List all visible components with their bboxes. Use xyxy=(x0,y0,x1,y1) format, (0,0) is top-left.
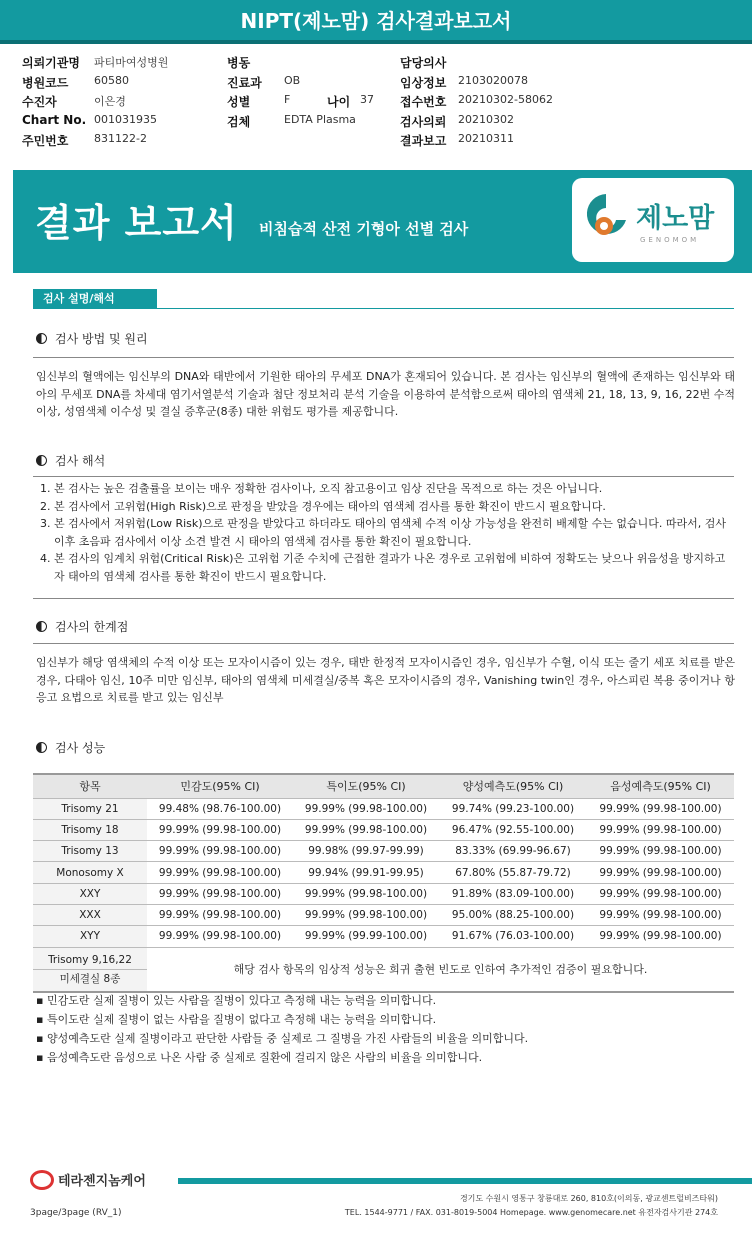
divider xyxy=(33,357,734,358)
limits-text: 임신부가 해당 염색체의 수적 이상 또는 모자이시즘이 있는 경우, 태반 한정적 모자이시즘인 경우, 임신부가 수혈, 이식 또는 줄기 세포 치료를 받은 경우, 다태아 임신, 10주 미만 임신부, 태아의 염색체 미세결실/중복 혹은 모자이시즘의 경우, Vanishing twin인 경우, 아스피린 복용 중이거나 항 응고 요법으로 치료를 받고 있는 임신부 xyxy=(36,656,735,704)
half-circle-icon xyxy=(36,621,47,632)
company-logo-icon xyxy=(30,1170,54,1190)
table-cell: XXX xyxy=(33,904,147,925)
table-row xyxy=(33,841,734,862)
list-item: ▪ 민감도란 실제 질병이 있는 사람을 질병이 있다고 측정해 내는 능력을 의미합니다. xyxy=(36,994,437,1007)
logo-text: 제노맘 xyxy=(636,203,715,234)
info-label: 주민번호 xyxy=(22,134,69,148)
info-label: 담당의사 xyxy=(400,56,447,70)
info-value: 20210311 xyxy=(458,132,514,145)
column-header: 음성예측도(95% CI) xyxy=(587,774,734,798)
footer-divider xyxy=(178,1178,752,1184)
info-value: 60580 xyxy=(94,73,129,87)
logo-subtext: GENOMOM xyxy=(640,236,700,244)
table-cell: Trisomy 18 xyxy=(33,819,147,840)
table-cell: 99.99% (99.98-100.00) xyxy=(587,904,734,925)
info-row xyxy=(22,132,742,152)
table-row xyxy=(33,819,734,840)
info-label: 접수번호 xyxy=(400,95,447,109)
age-label: 나이 xyxy=(327,95,351,109)
section-tab: 검사 설명/해석 xyxy=(33,289,157,309)
table-cell: 99.99% (99.98-100.00) xyxy=(587,798,734,819)
table-cell: 67.80% (55.87-79.72) xyxy=(439,862,587,883)
half-circle-icon xyxy=(36,455,47,466)
info-value: 파티마여성병원 xyxy=(94,56,169,69)
info-value: 831122-2 xyxy=(94,132,147,145)
table-row xyxy=(33,904,734,925)
table-cell: 99.99% (99.98-100.00) xyxy=(293,904,439,925)
table-header-row xyxy=(33,774,734,798)
table-cell: 95.00% (88.25-100.00) xyxy=(439,904,587,925)
divider xyxy=(33,308,734,309)
table-cell: XYY xyxy=(33,926,147,947)
info-label: 검사의뢰 xyxy=(400,114,447,129)
table-cell: 91.67% (76.03-100.00) xyxy=(439,926,587,947)
column-header: 항목 xyxy=(33,774,147,798)
result-title: 결과 보고서 xyxy=(35,201,238,245)
info-label: 검체 xyxy=(227,114,251,129)
performance-notes xyxy=(36,991,528,1067)
column-header: 민감도(95% CI) xyxy=(147,774,293,798)
genomom-mark-icon xyxy=(582,190,630,250)
info-label: 성별 xyxy=(227,95,251,109)
table-row xyxy=(33,862,734,883)
list-item: ▪ 양성예측도란 실제 질병이라고 판단한 사람들 중 실제로 그 질병을 가진 사람들의 비율을 의미합니다. xyxy=(36,1032,529,1045)
table-cell: 99.98% (99.97-99.99) xyxy=(293,841,439,862)
table-cell: Trisomy 21 xyxy=(33,798,147,819)
info-value: 이은경 xyxy=(94,95,126,108)
table-cell: 99.99% (99.98-100.00) xyxy=(293,883,439,904)
table-cell: 99.99% (99.98-100.00) xyxy=(587,926,734,947)
list-item: ▪ 음성예측도란 음성으로 나온 사람 중 실제로 질환에 걸리지 않은 사람의 비율을 의미합니다. xyxy=(36,1051,483,1064)
divider xyxy=(33,476,734,477)
table-cell: Trisomy 9,16,22 미세결실 8종 xyxy=(33,947,147,992)
info-label: Chart No. xyxy=(22,112,87,127)
table-cell: 91.89% (83.09-100.00) xyxy=(439,883,587,904)
info-label: 임상정보 xyxy=(400,75,447,90)
list-item: 2. 본 검사에서 고위험(High Risk)으로 판정을 받았을 경우에는 태아의 염색체 검사를 통한 확진이 반드시 필요합니다. xyxy=(40,499,606,513)
divider xyxy=(33,643,734,644)
table-cell: 99.99% (99.98-100.00) xyxy=(147,926,293,947)
info-value: 001031935 xyxy=(94,112,157,126)
table-cell: 99.99% (99.98-100.00) xyxy=(587,862,734,883)
patient-info xyxy=(22,54,742,152)
list-item: 4. 본 검사의 임계치 위험(Critical Risk)은 고위험 기준 수치에 근접한 결과가 나온 경우로 고위험에 비하여 정확도는 낮으나 위음성을 방지하고자 태아의 염색체 검사를 통한 확진이 반드시 필요합니다. xyxy=(40,552,726,583)
interpretation-heading: 검사 해석 xyxy=(36,452,105,469)
page-number: 3page/3page (RV_1) xyxy=(30,1208,122,1218)
info-label: 결과보고 xyxy=(400,134,447,148)
info-value: 2103020078 xyxy=(458,73,528,87)
footer-address: 경기도 수원시 영통구 창룡대로 260, 810호(이의동, 광교센트럴비즈타워) TEL. 1544-9771 / FAX. 031-8019-5004 Homepage. www.genomecare.net 유전자검사기관 274호 xyxy=(344,1194,718,1217)
table-cell: Monosomy X xyxy=(33,862,147,883)
list-item: 1. 본 검사는 높은 검출률을 보이는 매우 정확한 검사이나, 오직 참고용이고 임상 진단을 목적으로 하는 것은 아닙니다. xyxy=(40,482,603,495)
info-label: 의뢰기관명 xyxy=(22,56,80,70)
half-circle-icon xyxy=(36,742,47,753)
table-cell: 99.99% (99.98-100.00) xyxy=(587,819,734,840)
table-cell: 99.99% (99.98-100.00) xyxy=(293,798,439,819)
info-row xyxy=(22,54,742,74)
info-value: OB xyxy=(284,73,301,87)
table-cell: 99.99% (99.98-100.00) xyxy=(587,841,734,862)
info-value: 20210302 xyxy=(458,112,514,126)
performance-table xyxy=(33,773,734,993)
half-circle-icon xyxy=(36,333,47,344)
info-value: 20210302-58062 xyxy=(458,93,553,106)
limits-heading: 검사의 한계점 xyxy=(36,618,128,635)
info-label: 진료과 xyxy=(227,75,262,90)
column-header: 양성예측도(95% CI) xyxy=(439,774,587,798)
info-row xyxy=(22,74,742,94)
table-cell: 99.99% (99.98-100.00) xyxy=(147,862,293,883)
table-cell: 96.47% (92.55-100.00) xyxy=(439,819,587,840)
table-cell: 99.99% (99.98-100.00) xyxy=(587,883,734,904)
table-cell: 99.74% (99.23-100.00) xyxy=(439,798,587,819)
list-item: 3. 본 검사에서 저위험(Low Risk)으로 판정을 받았다고 하더라도 태아의 염색체 수적 이상 가능성을 완전히 배제할 수는 없습니다. 따라서, 검사 이후 초음파 검사에서 이상 소견 발견 시 태아의 염색체 검사를 통한 확진이 필요합니다. xyxy=(40,517,727,548)
performance-heading: 검사 성능 xyxy=(36,739,105,756)
column-header: 특이도(95% CI) xyxy=(293,774,439,798)
table-cell: 99.99% (99.98-100.00) xyxy=(293,819,439,840)
genomom-logo xyxy=(572,178,734,262)
table-cell: 99.99% (99.98-100.00) xyxy=(147,904,293,925)
table-cell: 해당 검사 항목의 임상적 성능은 희귀 출현 빈도로 인하여 추가적인 검증이 필요합니다. xyxy=(147,947,734,992)
interpretation-list xyxy=(40,480,732,585)
table-cell: XXY xyxy=(33,883,147,904)
report-title: NIPT(제노맘) 검사결과보고서 xyxy=(0,0,752,44)
table-cell: Trisomy 13 xyxy=(33,841,147,862)
info-value: F xyxy=(284,93,291,106)
info-row xyxy=(22,93,742,113)
result-banner xyxy=(13,170,752,273)
divider xyxy=(33,598,734,599)
table-row xyxy=(33,926,734,947)
company-logo: 테라젠지놈케어 xyxy=(30,1170,146,1190)
list-item: ▪ 특이도란 실제 질병이 없는 사람을 질병이 없다고 측정해 내는 능력을 의미합니다. xyxy=(36,1013,437,1026)
age-value: 37 xyxy=(360,93,374,106)
info-label: 수진자 xyxy=(22,95,57,109)
info-value: EDTA Plasma xyxy=(284,112,356,126)
info-label: 병동 xyxy=(227,56,251,70)
table-cell: 99.94% (99.91-99.95) xyxy=(293,862,439,883)
method-text: 임신부의 혈액에는 임신부의 DNA와 태반에서 기원한 태아의 무세포 DNA가 혼재되어 있습니다. 본 검사는 임신부의 혈액에 존재하는 임신부와 태아의 무세포 DNA를 차세대 염기서열분석 기술과 첨단 정보처리 분석 기술을 이용하여 분석함으로써 태아의 염색체 21, 18, 13, 9, 16, 22번 수적 이상, 성염색체 이수성 및 결실 증후군(8종) 대한 위험도 평가를 제공합니다. xyxy=(36,370,735,418)
table-row xyxy=(33,798,734,819)
table-cell: 99.99% (99.98-100.00) xyxy=(147,819,293,840)
table-cell: 99.48% (98.76-100.00) xyxy=(147,798,293,819)
info-label: 병원코드 xyxy=(22,75,69,90)
result-subtitle: 비침습적 산전 기형아 선별 검사 xyxy=(259,220,469,238)
info-row xyxy=(22,113,742,133)
table-cell: 83.33% (69.99-96.67) xyxy=(439,841,587,862)
table-cell: 99.99% (99.98-100.00) xyxy=(147,883,293,904)
table-cell: 99.99% (99.99-100.00) xyxy=(293,926,439,947)
table-row xyxy=(33,883,734,904)
table-cell: 99.99% (99.98-100.00) xyxy=(147,841,293,862)
table-row xyxy=(33,947,734,992)
method-heading: 검사 방법 및 원리 xyxy=(36,330,148,347)
